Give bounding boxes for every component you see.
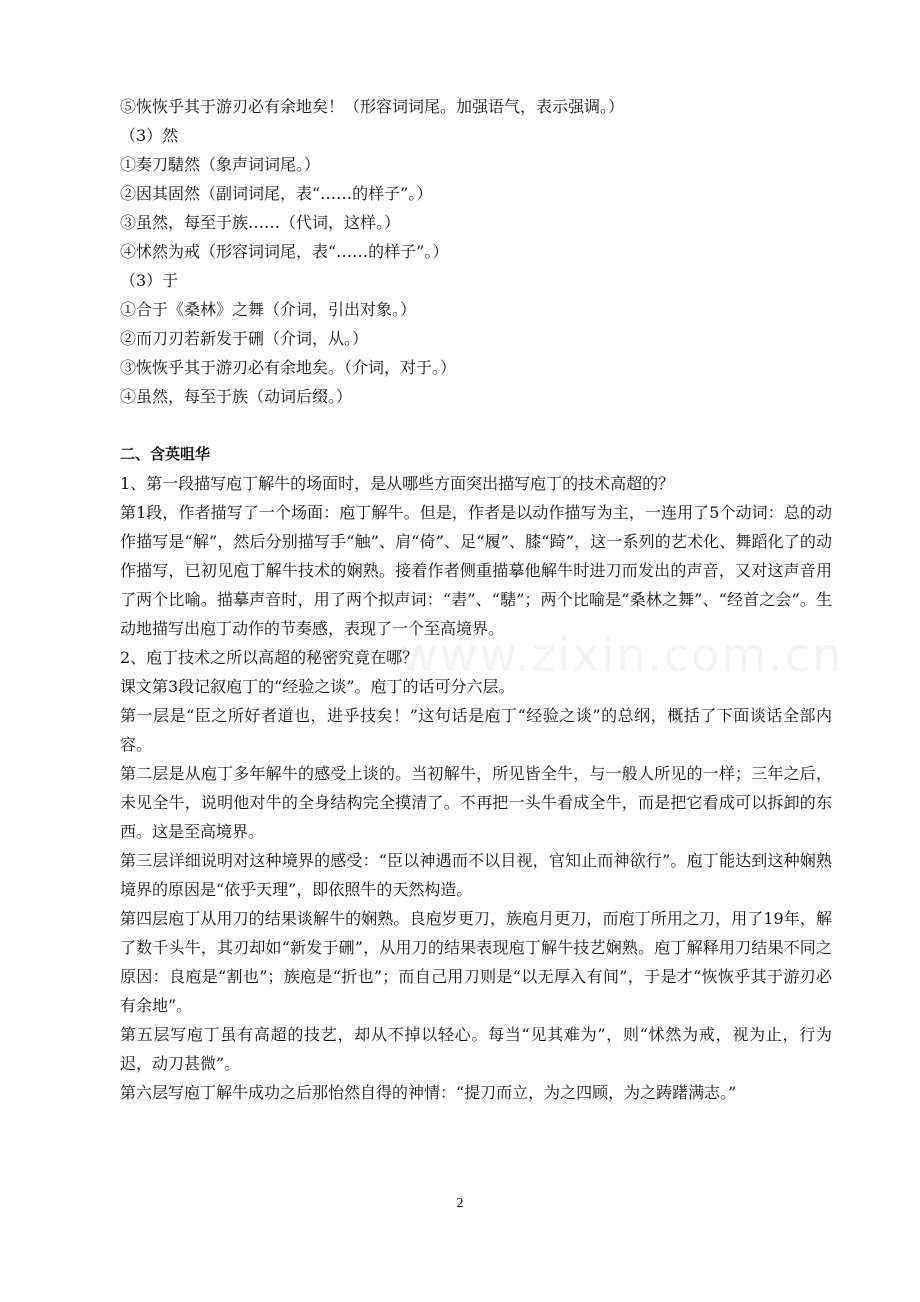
subsection-label: （3）然: [120, 126, 179, 145]
page-number: 2: [456, 1196, 464, 1211]
page-content: [120, 92, 832, 1107]
body-paragraph: 第一层是“臣之所好者道也，进乎技矣！”这句话是庖丁“经验之谈”的总纲，概括了下面谈话全部内容。: [120, 706, 832, 754]
text-line: ③恢恢乎其于游刃必有余地矣。（介词，对于。）: [120, 358, 457, 377]
body-paragraph: 第五层写庖丁虽有高超的技艺，却从不掉以轻心。每当“见其难为”，则“怵然为戒，视为止，行为迟，动刀甚微”。: [120, 1025, 832, 1073]
text-line: ②而刀刃若新发于硎（介词，从。）: [120, 329, 369, 348]
body-paragraph: 第1段，作者描写了一个场面：庖丁解牛。但是，作者是以动作描写为主，一连用了5个动词：总的动作描写是“解”，然后分别描写手“触”、肩“倚”、足“履”、膝“踦”，这一系列的艺术化、舞蹈化了的动作描写，已初见庖丁解牛技术的娴熟。接着作者侧重描摹他解牛时进刀而发出的声音，又对这声音用了两个比喻。描摹声音时，用了两个拟声词：“砉”、“騞”；两个比喻是“桑林之舞”、“经首之会”。生动地描写出庖丁动作的节奏感，表现了一个至高境界。: [120, 503, 832, 638]
subsection-label: （3）于: [120, 271, 179, 290]
watermark: www.zixin.com.cn: [400, 628, 844, 682]
text-line: ①奏刀騞然（象声词词尾。）: [120, 155, 321, 174]
text-line: ④虽然，每至于族（动词后缀。）: [120, 387, 353, 406]
body-paragraph: 第四层庖丁从用刀的结果谈解牛的娴熟。良庖岁更刀，族庖月更刀，而庖丁所用之刀，用了19年，解了数千头牛，其刃却如“新发于硎”，从用刀的结果表现庖丁解牛技艺娴熟。庖丁解释用刀结果不同之原因：良庖是“割也”；族庖是“折也”；而自己用刀则是“以无厚入有间”，于是才“恢恢乎其于游刃必有余地”。: [120, 909, 832, 1015]
text-line: ③虽然，每至于族……（代词，这样。）: [120, 213, 401, 232]
text-line: ⑤恢恢乎其于游刃必有余地矣！（形容词词尾。加强语气，表示强调。）: [120, 97, 625, 116]
body-paragraph: 课文第3段记叙庖丁的“经验之谈”。庖丁的话可分六层。: [120, 677, 515, 696]
text-line: ④怵然为戒（形容词词尾，表“……的样子”。）: [120, 242, 449, 261]
question-paragraph: 2、庖丁技术之所以高超的秘密究竟在哪？: [120, 648, 419, 667]
body-paragraph: 第六层写庖丁解牛成功之后那怡然自得的神情：“提刀而立，为之四顾，为之踌躇满志。”: [120, 1083, 737, 1102]
body-paragraph: 第三层详细说明对这种境界的感受：“臣以神遇而不以目视，官知止而神欲行”。庖丁能达到这种娴熟境界的原因是“依乎天理”，即依照牛的天然构造。: [120, 851, 832, 899]
body-paragraph: 第二层是从庖丁多年解牛的感受上谈的。当初解牛，所见皆全牛，与一般人所见的一样；三年之后，未见全牛，说明他对牛的全身结构完全摸清了。不再把一头牛看成全牛，而是把它看成可以拆卸的东西。这是至高境界。: [120, 764, 832, 841]
text-line: ①合于《桑林》之舞（介词，引出对象。）: [120, 300, 417, 319]
section-heading: 二、含英咀华: [120, 445, 211, 463]
text-line: ②因其固然（副词词尾，表“……的样子”。）: [120, 184, 433, 203]
question-paragraph: 1、第一段描写庖丁解牛的场面时，是从哪些方面突出描写庖丁的技术高超的？: [120, 474, 675, 493]
